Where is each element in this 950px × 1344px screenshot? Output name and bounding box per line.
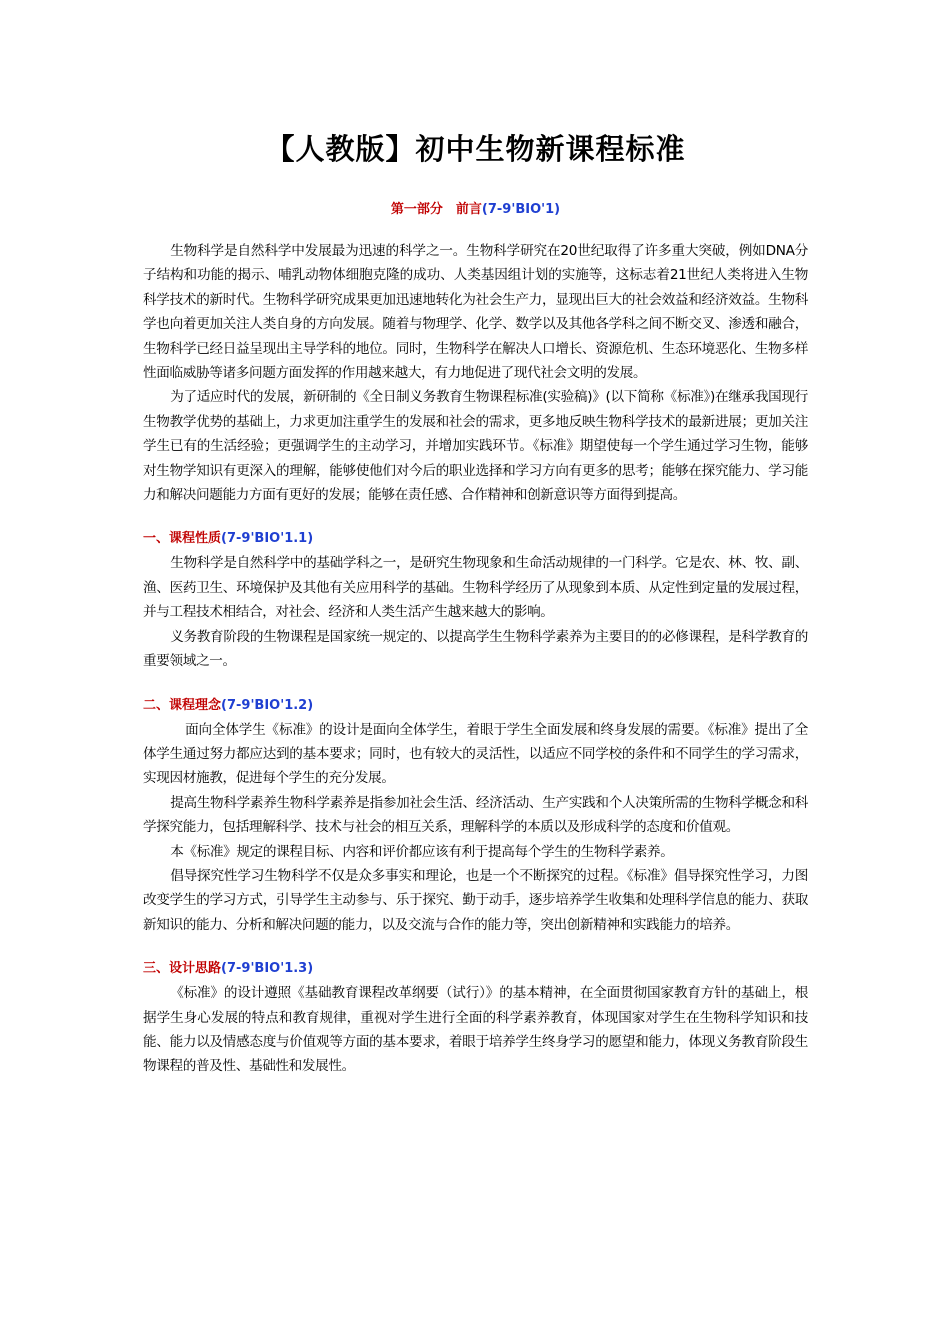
intro-paragraph-1: 生物科学是自然科学中发展最为迅速的科学之一。生物科学研究在20世纪取得了许多重大突破，例如DNA分子结构和功能的揭示、哺乳动物体细胞克隆的成功、人类基因组计划的实施等，这标志着21世纪人类将进入生物科学技术的新时代。生物科学研究成果更加迅速地转化为社会生产力，显现出巨大的社会效益和经济效益。生物科学也向着更加关注人类自身的方向发展。随着与物理学、化学、数学以及其他各学科之间不断交叉、渗透和融合，生物科学已经日益呈现出主导学科的地位。同时，生物科学在解决人口增长、资源危机、生态环境恶化、生物多样性面临威胁等诸多问题方面发挥的作用越来越大，有力地促进了现代社会文明的发展。 [143, 243, 808, 382]
intro-paragraph-2: 为了适应时代的发展，新研制的《全日制义务教育生物课程标准(实验稿)》(以下简称《标准》)在继承我国现行生物教学优势的基础上，力求更加注重学生的发展和社会的需求，更多地反映生物科学技术的最新进展；更加关注学生已有的生活经验；更强调学生的主动学习，并增加实践环节。《标准》期望使每一个学生通过学习生物，能够对生物学知识有更深入的理解，能够使他们对今后的职业选择和学习方向有更多的思考；能够在探究能力、学习能力和解决问题能力方面有更好的发展；能够在责任感、合作精神和创新意识等方面得到提高。 [143, 389, 808, 504]
section-code: (7-9'BIO'1.3) [221, 961, 314, 977]
section-heading-design [143, 957, 808, 981]
section-label: 一、课程性质 [143, 531, 222, 547]
section-label: 二、课程理念 [143, 697, 222, 713]
section-paragraph: 面向全体学生《标准》的设计是面向全体学生，着眼于学生全面发展和终身发展的需要。《标准》提出了全体学生通过努力都应达到的基本要求；同时，也有较大的灵活性，以适应不同学校的条件和不同学生的学习需求，实现因材施教，促进每个学生的充分发展。 [143, 721, 808, 787]
section-label: 三、设计思路 [143, 961, 222, 977]
section-paragraph: 义务教育阶段的生物课程是国家统一规定的、以提高学生生物科学素养为主要目的的必修课程，是科学教育的重要领域之一。 [143, 628, 808, 670]
section-paragraph: 倡导探究性学习生物科学不仅是众多事实和理论，也是一个不断探究的过程。《标准》倡导探究性学习，力图改变学生的学习方式，引导学生主动参与、乐于探究、勤于动手，逐步培养学生收集和处理科学信息的能力、获取新知识的能力、分析和解决问题的能力，以及交流与合作的能力等，突出创新精神和实践能力的培养。 [143, 867, 808, 933]
document-title: 【人教版】初中生物新课程标准 [265, 132, 686, 166]
section-heading-concept [143, 694, 808, 718]
section-heading-nature [143, 527, 808, 551]
document-page [143, 128, 808, 1079]
section-paragraph: 《标准》的设计遵照《基础教育课程改革纲要（试行）》的基本精神，在全面贯彻国家教育方针的基础上，根据学生身心发展的特点和教育规律，重视对学生进行全面的科学素养教育，体现国家对学生在生物科学知识和技能、能力以及情感态度与价值观等方面的基本要求，着眼于培养学生终身学习的愿望和能力，体现义务教育阶段生物课程的普及性、基础性和发展性。 [143, 985, 808, 1075]
section-paragraph: 本《标准》规定的课程目标、内容和评价都应该有利于提高每个学生的生物科学素养。 [170, 843, 674, 860]
section-code: (7-9'BIO'1.2) [221, 697, 314, 713]
part-title [143, 200, 808, 220]
section-paragraph: 提高生物科学素养生物科学素养是指参加社会生活、经济活动、生产实践和个人决策所需的生物科学概念和科学探究能力，包括理解科学、技术与社会的相互关系，理解科学的本质以及形成科学的态度和价值观。 [143, 794, 808, 836]
section-paragraph: 生物科学是自然科学中的基础学科之一，是研究生物现象和生命活动规律的一门科学。它是农、林、牧、副、渔、医药卫生、环境保护及其他有关应用科学的基础。生物科学经历了从现象到本质、从定性到定量的发展过程，并与工程技术相结合，对社会、经济和人类生活产生越来越大的影响。 [143, 555, 808, 621]
part-title-label: 第一部分 前言 [390, 202, 482, 217]
part-title-code: (7-9'BIO'1) [481, 202, 561, 217]
section-code: (7-9'BIO'1.1) [221, 531, 314, 547]
